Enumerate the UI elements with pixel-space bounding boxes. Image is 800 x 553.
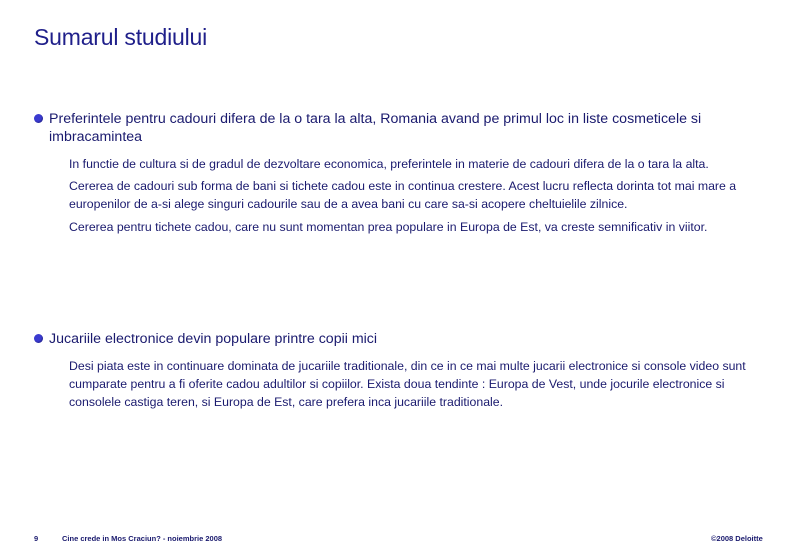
page-title: Sumarul studiului (34, 24, 208, 50)
bullet-dot-icon (34, 114, 43, 123)
footer-page-number: 9 (34, 534, 39, 543)
bullet-section-1 (34, 110, 774, 236)
bullet-section-2 (34, 330, 774, 411)
bullet-item (34, 110, 774, 146)
sub-paragraph: Cererea de cadouri sub forma de bani si tichete cadou este in continua crestere. Acest lucru reflecta dorinta tot mai mare a europenilor de a-si alege singuri cadourile sau de a avea bani cu care sa-si acopere cheltuielile zilnice. (69, 179, 737, 211)
bullet-item (34, 330, 774, 348)
footer-doc-title: Cine crede in Mos Craciun? - noiembrie 2008 (62, 534, 223, 543)
bullet-text: Preferintele pentru cadouri difera de la o tara la alta, Romania avand pe primul loc in liste cosmeticele si imbracamintea (49, 111, 702, 145)
bullet-dot-icon (34, 334, 43, 343)
sub-paragraph: In functie de cultura si de gradul de dezvoltare economica, preferintele in materie de cadouri difera de la o tara la alta. (69, 157, 709, 171)
footer-copyright: ©2008 Deloitte (711, 534, 763, 543)
bullet-text: Jucariile electronice devin populare printre copii mici (49, 331, 378, 347)
sub-paragraph: Desi piata este in continuare dominata de jucariile traditionale, din ce in ce mai multe jucarii electronice si console video sunt cumparate pentru a fi oferite cadou adultilor si copiilor. Exista doua tendinte : Europa de Vest, unde jocurile electronice si consolele castiga teren, si Europa de Est, care prefera inca jucariile traditionale. (69, 359, 746, 409)
sub-paragraph: Cererea pentru tichete cadou, care nu sunt momentan prea populare in Europa de Est, va creste semnificativ in viitor. (69, 220, 708, 234)
